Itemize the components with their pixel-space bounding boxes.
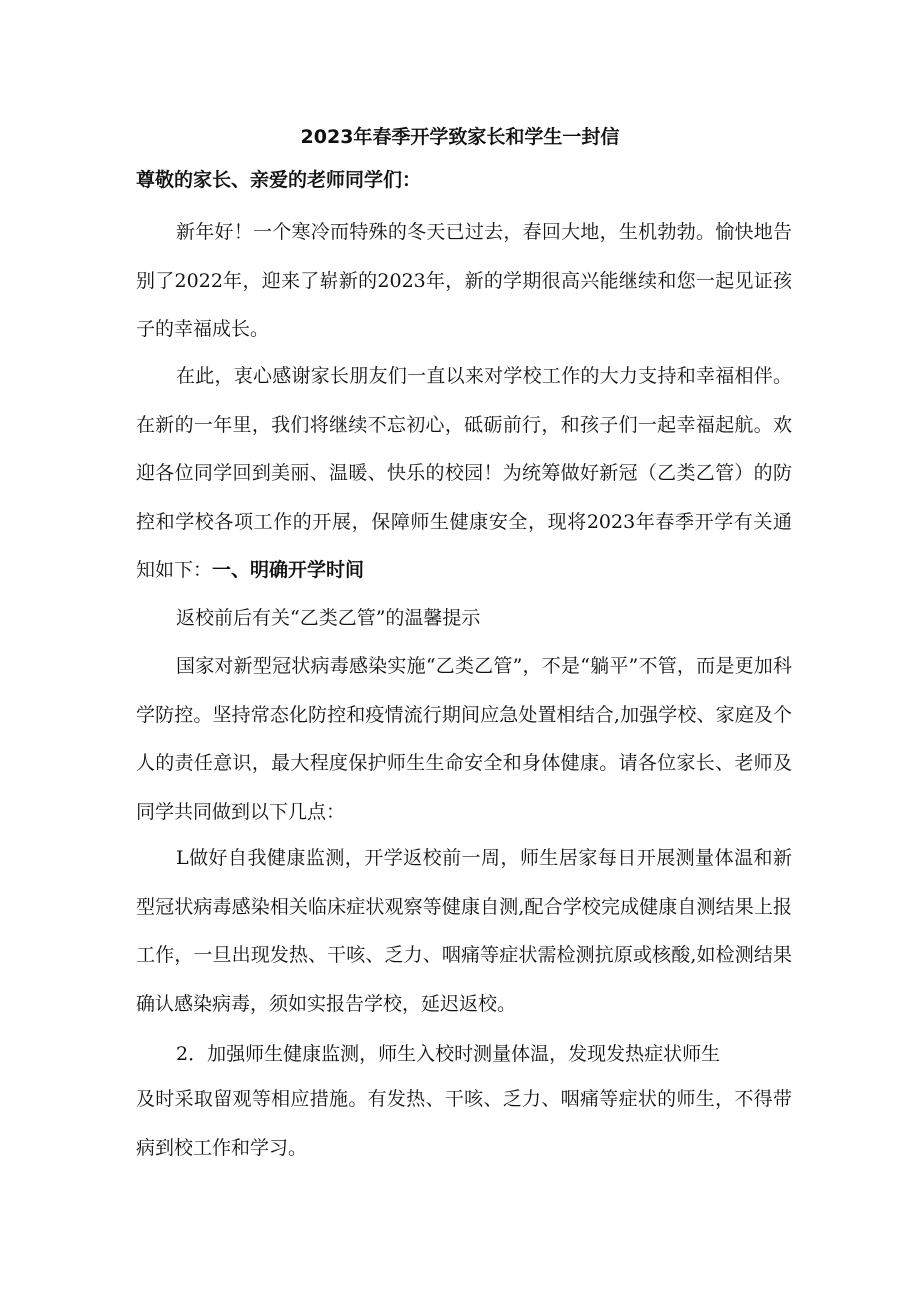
paragraph-new-year: 新年好！一个寒冷而特殊的冬天已过去，春回大地，生机勃勃。愉快地告别了2022年，迎来了崭新的2023年，新的学期很高兴能继续和您一起见证孩子的幸福成长。: [136, 221, 792, 340]
paragraph-item-2-first-line: 2．加强师生健康监测，师生入校时测量体温，发现发热症状师生: [176, 1043, 721, 1065]
paragraph-policy: 国家对新型冠状病毒感染实施“乙类乙管”，不是“躺平”不管，而是更加科学防控。坚持常态化防控和疫情流行期间应急处置相结合,加强学校、家庭及个人的责任意识，最大程度保护师生生命安全和身体健康。请各位家长、老师及同学共同做到以下几点：: [136, 655, 792, 823]
paragraph-thanks-text: 在此，衷心感谢家长朋友们一直以来对学校工作的大力支持和幸福相伴。在新的一年里，我们将继续不忘初心，砥砺前行，和孩子们一起幸福起航。欢迎各位同学回到美丽、温暖、快乐的校园！为统筹做好新冠（乙类乙管）的防控和学校各项工作的开展，保障师生健康安全，现将2023年春季开学有关通知如下：: [136, 365, 792, 581]
section-heading-opening-time: 一、明确开学时间: [212, 559, 365, 581]
reminder-subheading: 返校前后有关“乙类乙管”的温馨提示: [176, 607, 481, 629]
paragraph-item-2-rest: 及时采取留观等相应措施。有发热、干咳、乏力、咽痛等症状的师生，不得带病到校工作和学习。: [136, 1088, 792, 1159]
document-title: 2023年春季开学致家长和学生一封信: [300, 126, 620, 148]
greeting-line: 尊敬的家长、亲爱的老师同学们：: [136, 169, 422, 191]
paragraph-health-monitoring: L做好自我健康监测，开学返校前一周，师生居家每日开展测量体温和新型冠状病毒感染相关临床症状观察等健康自测,配合学校完成健康自测结果上报工作，一旦出现发热、干咳、乏力、咽痛等症状需检测抗原或核酸,如检测结果确认感染病毒，须如实报告学校，延迟返校。: [136, 847, 792, 1015]
paragraph-thanks: [136, 352, 792, 595]
